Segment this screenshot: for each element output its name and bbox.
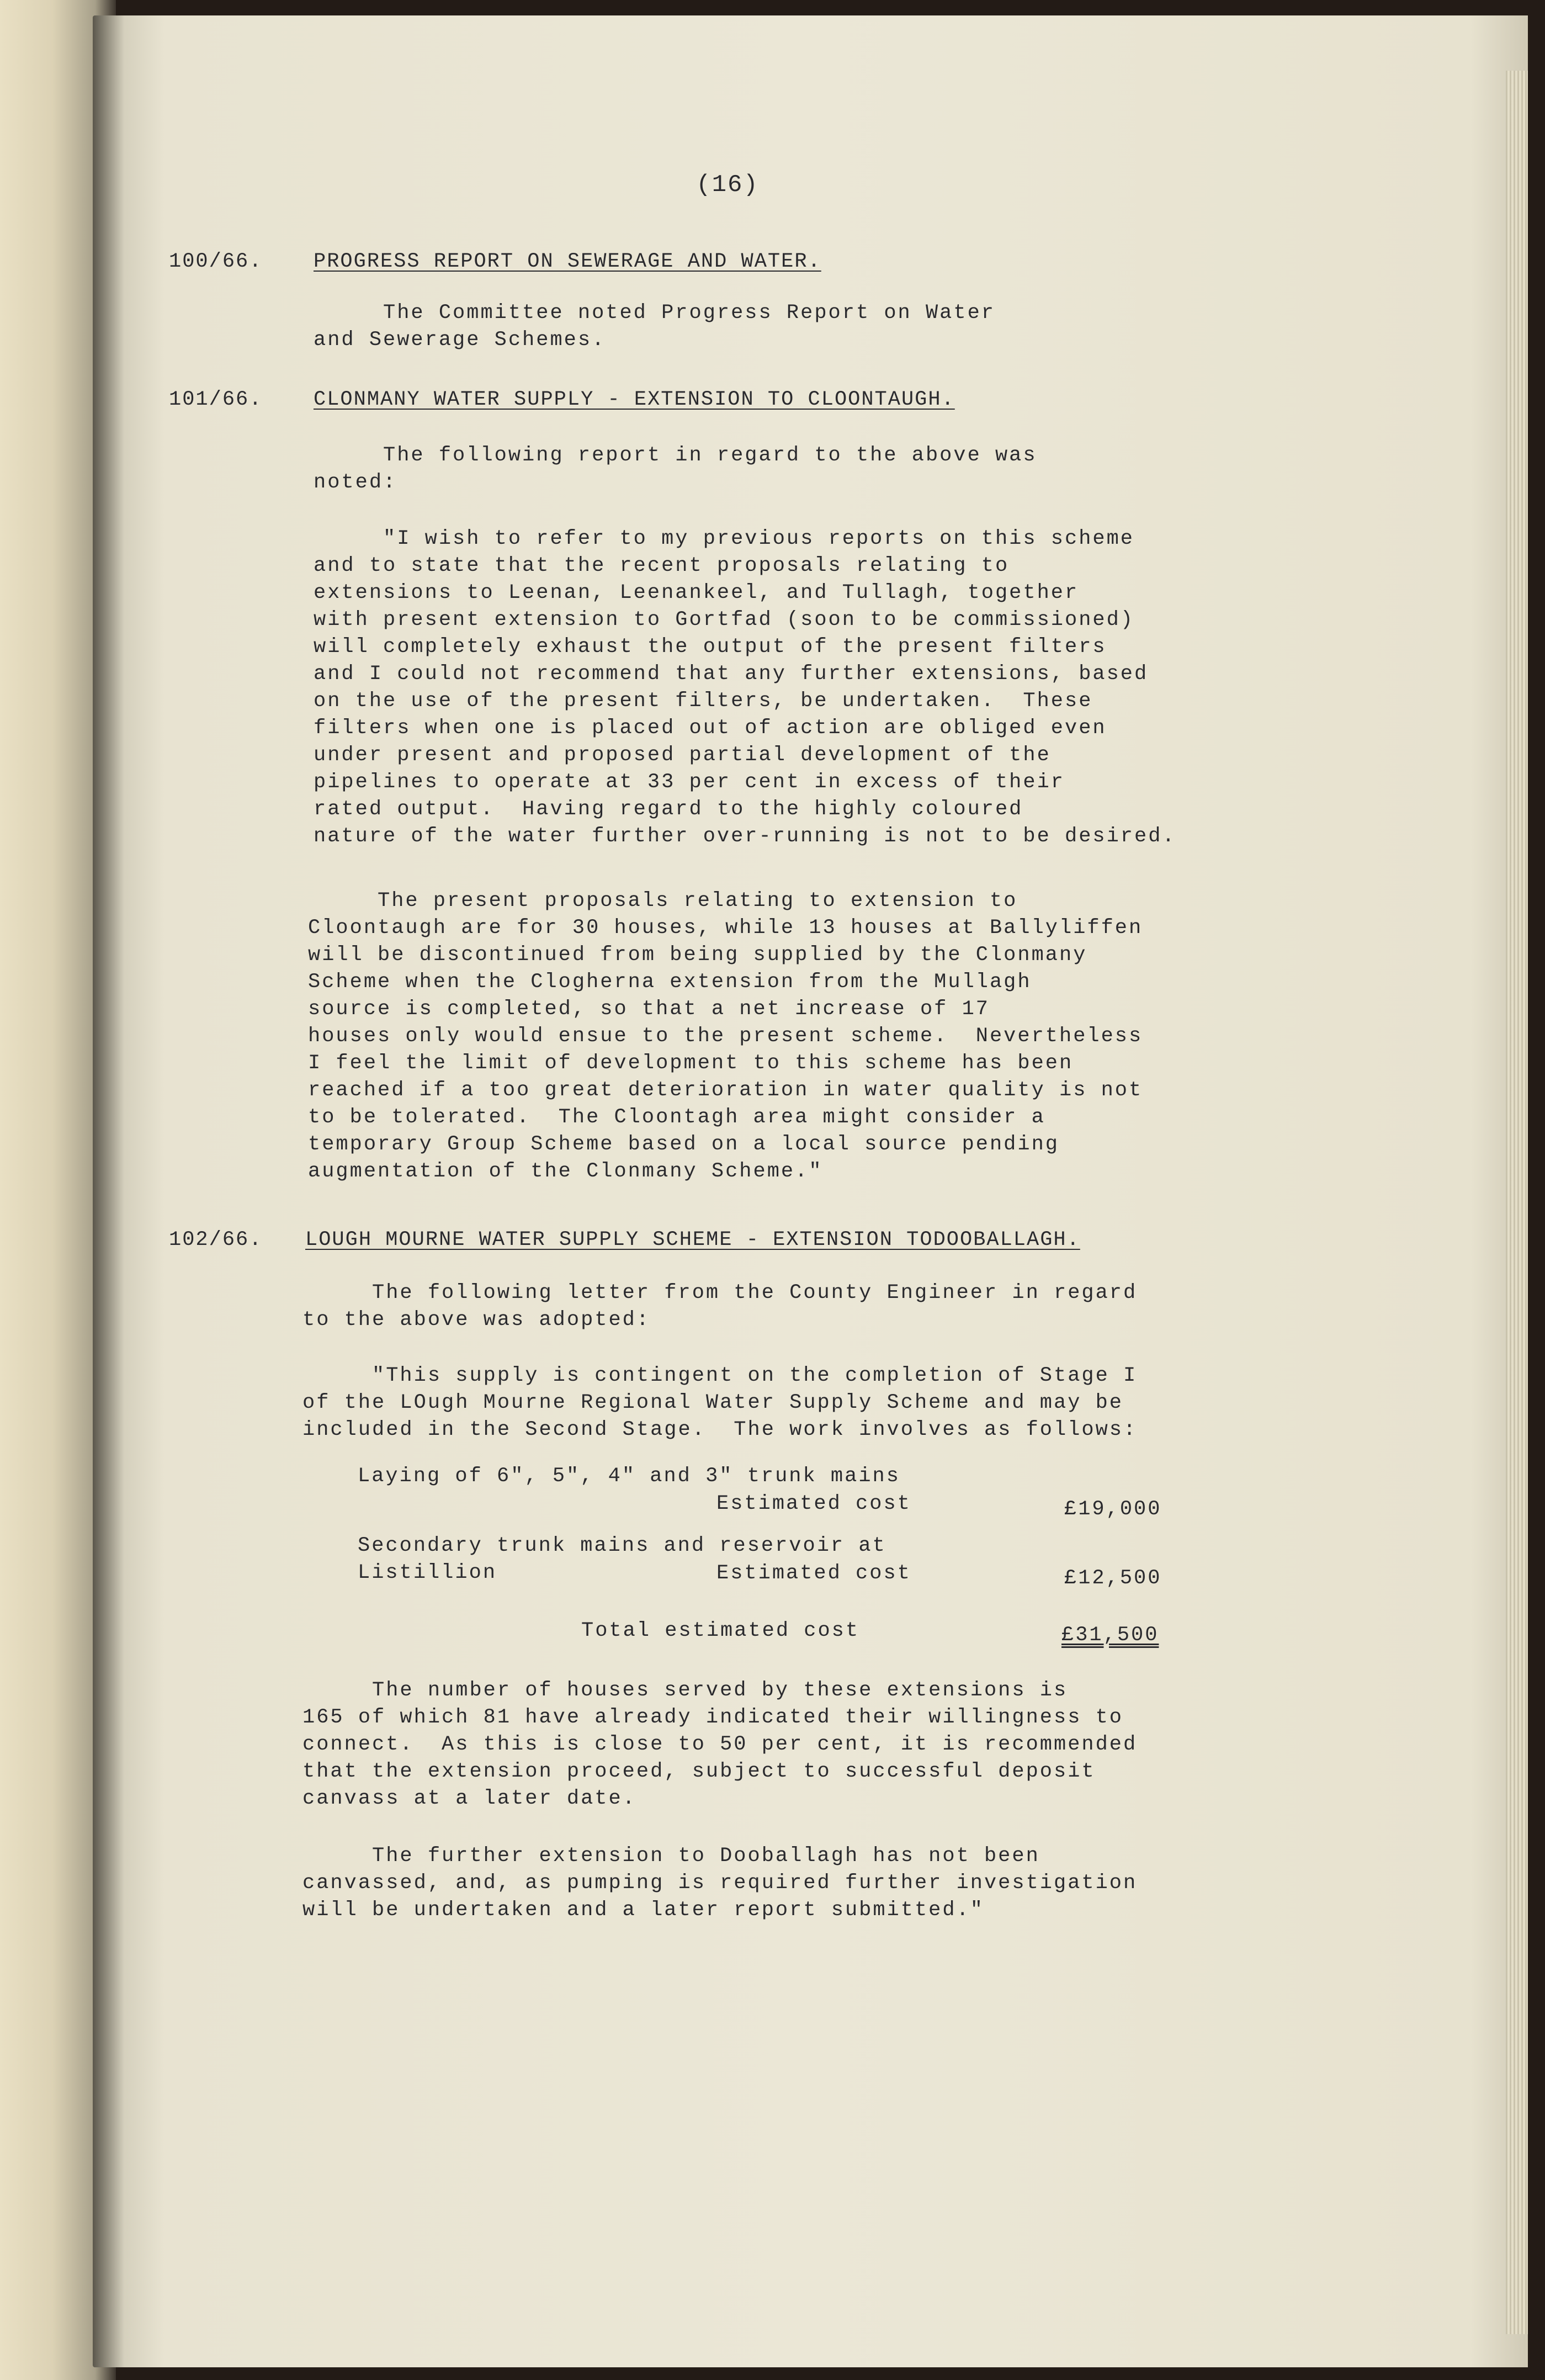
cost-item-secondary-mains: Secondary trunk mains and reservoir at Listillion (358, 1534, 886, 1584)
paragraph-further-extension: The further extension to Dooballagh has not been canvassed, and, as pumping is required further investigation will be undertaken and a later report submitted." (302, 1844, 1138, 1922)
cost-item-trunk-mains: Laying of 6", 5", 4" and 3" trunk mains (358, 1465, 900, 1488)
cost-amount-2: £12,500 (1064, 1567, 1162, 1590)
total-cost-amount: £31,500 (1061, 1624, 1159, 1647)
paragraph-houses-served: The number of houses served by these extensions is 165 of which 81 have already indicated their willingness to connect. As this is close to 50 per cent, it is recommended that the extension proceed, subject to successful deposit canvass at a later date. (302, 1679, 1138, 1810)
minutes-page (93, 15, 1528, 2367)
minute-number-100: 100/66. (169, 250, 263, 273)
page-number: (16) (696, 171, 759, 199)
paragraph-supply-contingent: "This supply is contingent on the completion of Stage I of the LOugh Mourne Regional Water Supply Scheme and may be included in the Second Stage. The work involves as follows: (302, 1364, 1138, 1441)
paragraph-filters-report: "I wish to refer to my previous reports on this scheme and to state that the recent proposals relating to extensions to Leenan, Leenankeel, and Tullagh, together with present extension to Gortfad (soon to be commissioned) will completely exhaust the output of the present filters and I could not recommend that any further extensions, based on the use of the present filters, be undertaken. These filters when one is placed out of action are obliged even under present and proposed partial development of the pipelines to operate at 33 per cent in excess of their rated output. Having regard to the highly coloured nature of the water further over-running is not to be desired. (314, 527, 1176, 848)
cost-label-1: Estimated cost (716, 1492, 911, 1515)
heading-clonmany-water-supply: CLONMANY WATER SUPPLY - EXTENSION TO CLOONTAUGH. (314, 388, 955, 411)
heading-lough-mourne-scheme: LOUGH MOURNE WATER SUPPLY SCHEME - EXTENSION TODOOBALLAGH. (305, 1228, 1080, 1252)
paragraph-report-noted: The following report in regard to the above was noted: (314, 444, 1037, 494)
cost-label-2: Estimated cost (716, 1562, 911, 1585)
page-stack-edge (1506, 71, 1528, 2334)
minute-number-102: 102/66. (169, 1228, 263, 1252)
heading-progress-report: PROGRESS REPORT ON SEWERAGE AND WATER. (314, 250, 821, 273)
cost-amount-1: £19,000 (1064, 1498, 1162, 1521)
paragraph-letter-adopted: The following letter from the County Engineer in regard to the above was adopted: (302, 1281, 1138, 1332)
paragraph-cloontaugh-proposals: The present proposals relating to extension to Cloontaugh are for 30 houses, while 13 houses at Ballyliffen will be discontinued from being supplied by the Clonmany Scheme when the Clogherna extension from the Mullagh source is completed, so that a net increase of 17 houses only would ensue to the present scheme. Nevertheless I feel the limit of development to this scheme has been reached if a too great deterioration in water quality is not to be tolerated. The Cloontagh area might consider a temporary Group Scheme based on a local source pending augmentation of the Clonmany Scheme." (308, 889, 1143, 1183)
paragraph-committee-noted: The Committee noted Progress Report on Water and Sewerage Schemes. (314, 301, 995, 352)
minute-number-101: 101/66. (169, 388, 263, 411)
total-cost-label: Total estimated cost (581, 1619, 860, 1642)
